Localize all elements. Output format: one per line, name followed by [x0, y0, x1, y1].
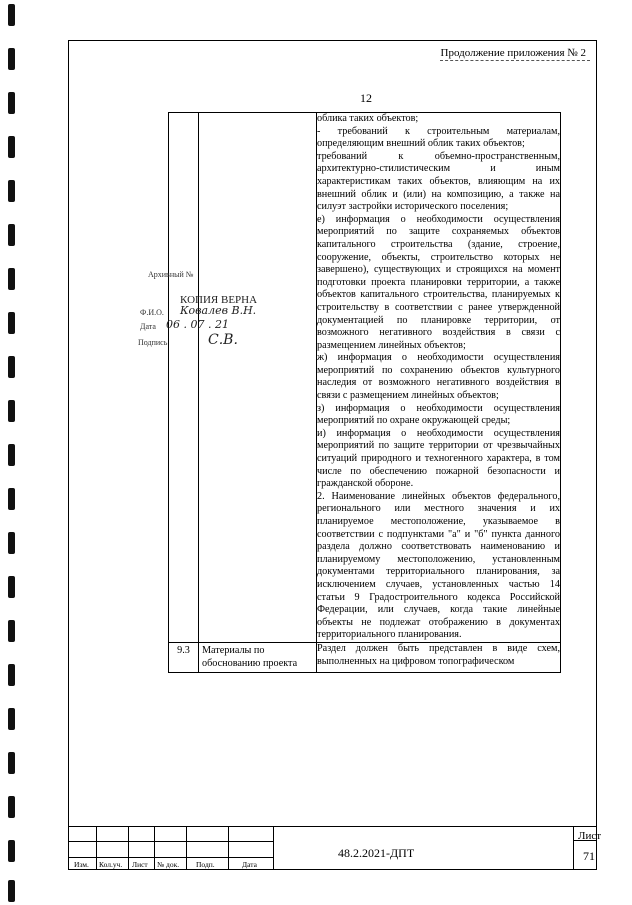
continuation-heading: Продолжение приложения № 2	[440, 47, 586, 59]
col-doc: № док.	[157, 860, 180, 869]
row-label: Материалы по обоснованию проекта	[199, 642, 317, 672]
col-izm: Изм.	[74, 860, 89, 869]
stamp-fio-label: Ф.И.О.	[140, 308, 164, 317]
copy-stamp	[130, 268, 300, 358]
title-block	[68, 826, 602, 870]
sheet-label: Лист	[578, 830, 602, 842]
col-kol-uch: Кол.уч.	[99, 860, 123, 869]
paragraph: требований к объемно-пространственным, архитектурно-стилистическим и иным характеристикам таких объектов, влияющим на их внешний облик и (или) на композицию, а также на силуэт застройки исторического поселения;	[317, 150, 560, 213]
heading-underline	[440, 60, 590, 61]
paragraph: е) информация о необходимости осуществления мероприятий по защите сохраняемых объектов капитального строительства (здание, строение, сооружение, объекты, строительство которых не завершено), существующих и строящихся на момент подготовки проекта планировки территории, а также объектов капитального строительства, планируемых к строительству в соответствии с ранее утвержденной документацией по планировке территории, от возможного негативного воздействия в связи с размещением линейных объектов;	[317, 213, 560, 351]
paragraph: и) информация о необходимости осуществления мероприятий по защите территории от чрезвычайных ситуаций природного и техногенного характера, в том числе по обеспечению пожарной безопасности и гражданской обороне.	[317, 427, 560, 490]
stamp-copy-verified: КОПИЯ ВЕРНА	[180, 294, 258, 306]
col-data: Дата	[242, 860, 257, 869]
paragraph: з) информация о необходимости осуществления мероприятий по охране окружающей среды;	[317, 402, 560, 427]
col-list: Лист	[132, 860, 148, 869]
paragraph: облика таких объектов;	[317, 113, 419, 124]
stamp-date-label: Дата	[140, 322, 156, 331]
row-number	[169, 113, 199, 643]
binding-marks	[6, 0, 20, 905]
col-podp: Подп.	[196, 860, 215, 869]
stamp-sign-label: Подпись	[138, 338, 168, 347]
row-number: 9.3	[169, 642, 199, 672]
paragraph: Раздел должен быть представлен в виде схем, выполненных на цифровом топографическом	[317, 642, 560, 667]
document-code: 48.2.2021-ДПТ	[338, 846, 415, 860]
row-content	[317, 113, 561, 643]
page-number: 12	[360, 91, 372, 105]
row-content	[317, 642, 561, 672]
handwritten-signature: С.В.	[208, 332, 238, 348]
table-row	[169, 113, 561, 643]
handwritten-name: Ковалев В.Н.	[180, 304, 257, 317]
table-row	[169, 642, 561, 672]
paragraph: 2. Наименование линейных объектов федерального, регионального или местного значения и их планируемое местоположение, указываемое в соответствии с подпунктами "а" и "б" пункта данного раздела должно соответствовать наименованию и планируемому местоположению, установленным документами территориального планирования, за исключением случаев, установленных частью 14 статьи 9 Градостроительного кодекса Российской Федерации, или случаев, когда такие линейные объекты не подлежат отображению в документах территориального планирования.	[317, 490, 560, 641]
sheet-number: 71	[583, 849, 595, 863]
paragraph: - требований к строительным материалам, определяющим внешний облик таких объектов;	[317, 125, 560, 150]
handwritten-date: 06 . 07 . 21	[166, 318, 229, 331]
paragraph: ж) информация о необходимости осуществления мероприятий по сохранению объектов культурного наследия от возможного негативного воздействия в связи с размещением линейных объектов;	[317, 352, 560, 402]
row-label	[199, 113, 317, 643]
stamp-archive: Архивный №	[148, 270, 194, 279]
requirements-table	[168, 112, 561, 673]
